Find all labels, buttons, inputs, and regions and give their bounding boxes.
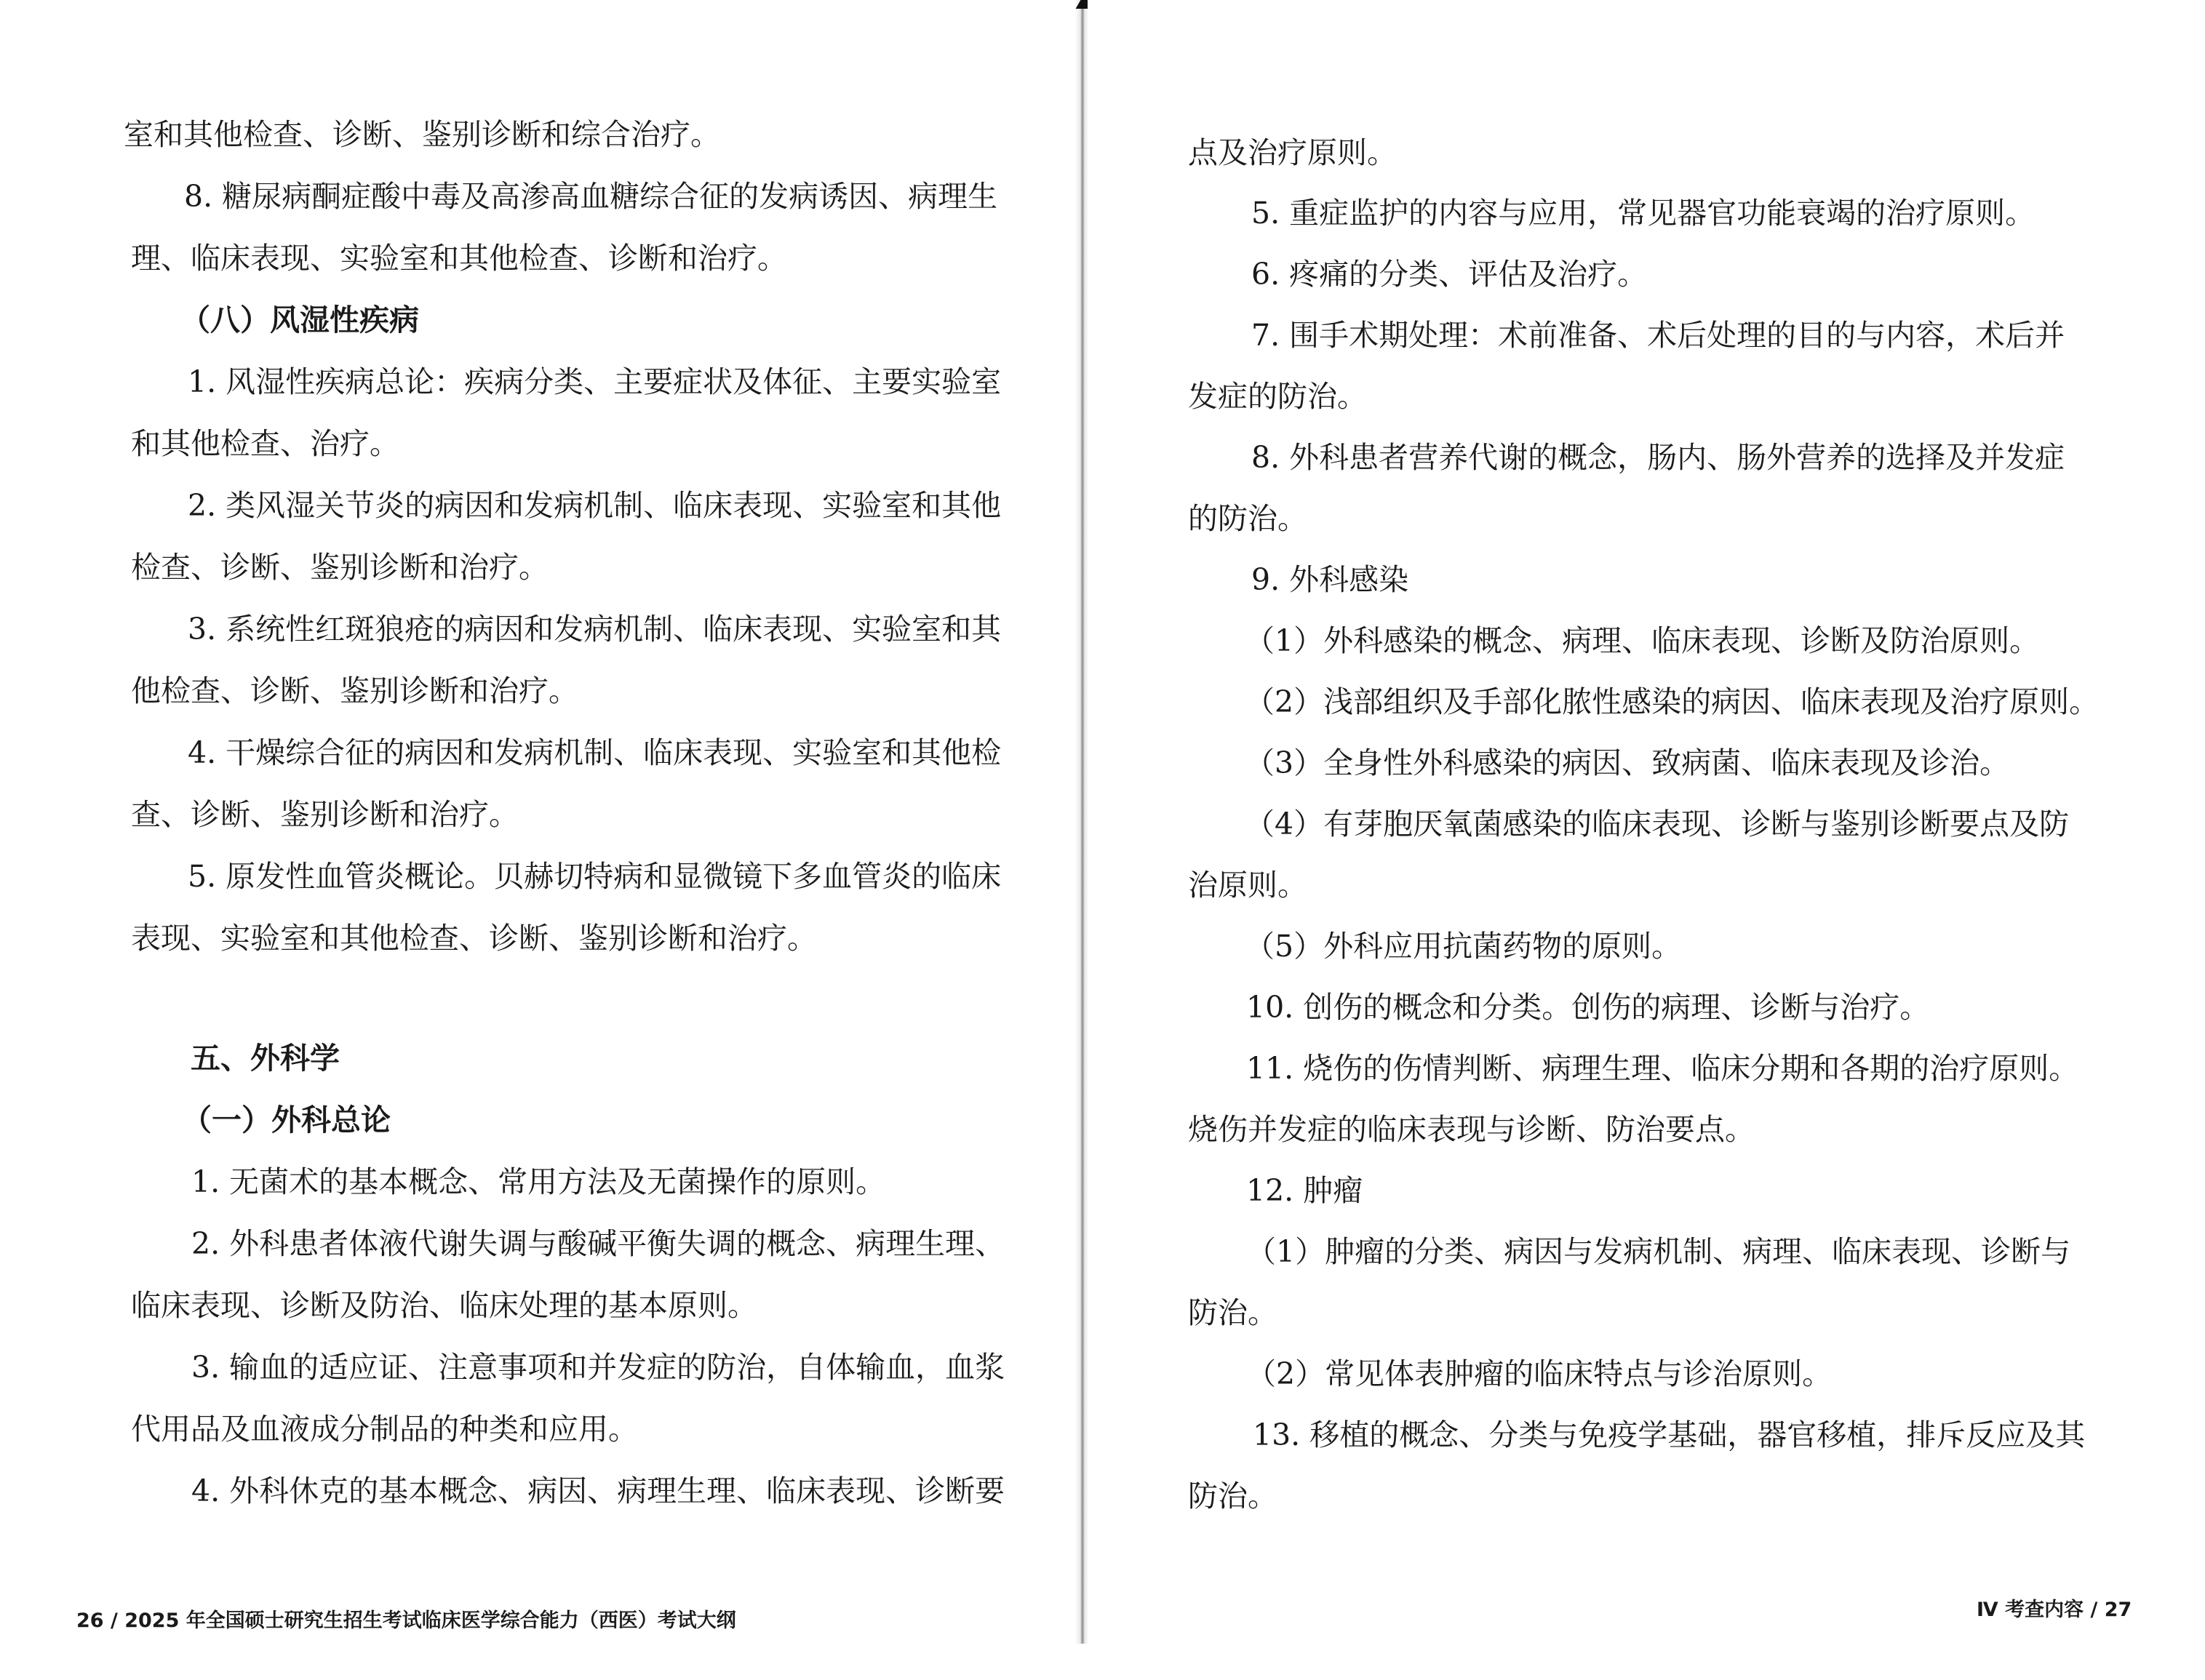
body-line: 8. 外科患者营养代谢的概念，肠内、肠外营养的选择及并发症 (1251, 440, 2065, 475)
body-line: 3. 输血的适应证、注意事项和并发症的防治，自体输血，血浆 (191, 1350, 1005, 1385)
body-line: 5. 重症监护的内容与应用，常见器官功能衰竭的治疗原则。 (1251, 196, 2035, 231)
body-line: 8. 糖尿病酮症酸中毒及高渗高血糖综合征的发病诱因、病理生 (184, 179, 998, 214)
left-page (0, 0, 1077, 1680)
body-line: 防治。 (1188, 1479, 1277, 1513)
body-line: （1）外科感染的概念、病理、临床表现、诊断及防治原则。 (1245, 623, 2040, 658)
body-line: 4. 外科休克的基本概念、病因、病理生理、临床表现、诊断要 (191, 1473, 1005, 1508)
body-line: （5）外科应用抗菌药物的原则。 (1245, 929, 1682, 964)
body-line: （2）常见体表肿瘤的临床特点与诊治原则。 (1246, 1356, 1833, 1391)
body-line: 理、临床表现、实验室和其他检查、诊断和治疗。 (131, 241, 787, 276)
body-line: 7. 围手术期处理：术前准备、术后处理的目的与内容，术后并 (1251, 318, 2065, 353)
body-line: 9. 外科感染 (1251, 562, 1409, 597)
body-line: 烧伤并发症的临床表现与诊断、防治要点。 (1188, 1112, 1755, 1147)
body-line: 发症的防治。 (1188, 379, 1367, 414)
body-line: 防治。 (1188, 1295, 1277, 1330)
body-line: 他检查、诊断、鉴别诊断和治疗。 (131, 673, 578, 708)
body-line: 10. 创伤的概念和分类。创伤的病理、诊断与治疗。 (1246, 990, 1930, 1025)
body-line: 12. 肿瘤 (1246, 1173, 1363, 1208)
body-line: 11. 烧伤的伤情判断、病理生理、临床分期和各期的治疗原则。 (1246, 1051, 2079, 1086)
body-line: 治原则。 (1188, 868, 1307, 903)
body-line: （2）浅部组织及手部化脓性感染的病因、临床表现及治疗原则。 (1245, 684, 2100, 719)
subsection-heading: （八）风湿性疾病 (180, 303, 419, 337)
page-footer: Ⅳ 考查内容 / 27 (1977, 1599, 2132, 1621)
right-page (1088, 0, 2205, 1680)
body-line: 2. 外科患者体液代谢失调与酸碱平衡失调的概念、病理生理、 (191, 1226, 1005, 1261)
body-line: 和其他检查、治疗。 (131, 426, 399, 461)
body-line: 1. 无菌术的基本概念、常用方法及无菌操作的原则。 (191, 1164, 886, 1199)
page-footer: 26 / 2025 年全国硕士研究生招生考试临床医学综合能力（西医）考试大纲 (76, 1609, 736, 1632)
body-line: 3. 系统性红斑狼疮的病因和发病机制、临床表现、实验室和其 (188, 612, 1002, 647)
body-line: 临床表现、诊断及防治、临床处理的基本原则。 (131, 1288, 757, 1323)
body-line: 5. 原发性血管炎概论。贝赫切特病和显微镜下多血管炎的临床 (188, 859, 1002, 894)
body-line: 2. 类风湿关节炎的病因和发病机制、临床表现、实验室和其他 (188, 488, 1002, 523)
body-line: （3）全身性外科感染的病因、致病菌、临床表现及诊治。 (1245, 745, 2010, 780)
body-line: 表现、实验室和其他检查、诊断、鉴别诊断和治疗。 (131, 921, 817, 956)
section-heading: 五、外科学 (191, 1041, 340, 1076)
body-line: 检查、诊断、鉴别诊断和治疗。 (131, 550, 549, 585)
body-line: （4）有芽胞厌氧菌感染的临床表现、诊断与鉴别诊断要点及防 (1245, 807, 2070, 841)
body-line: 查、诊断、鉴别诊断和治疗。 (131, 797, 519, 832)
body-line: 室和其他检查、诊断、鉴别诊断和综合治疗。 (124, 117, 720, 152)
body-line: 代用品及血液成分制品的种类和应用。 (131, 1412, 638, 1447)
body-line: 4. 干燥综合征的病因和发病机制、临床表现、实验室和其他检 (188, 735, 1002, 770)
body-line: 的防治。 (1188, 501, 1307, 536)
subsection-heading: （一）外科总论 (182, 1103, 391, 1137)
body-line: 6. 疼痛的分类、评估及治疗。 (1251, 257, 1648, 292)
body-line: 13. 移植的概念、分类与免疫学基础，器官移植，排斥反应及其 (1253, 1417, 2086, 1452)
body-line: 1. 风湿性疾病总论：疾病分类、主要症状及体征、主要实验室 (188, 364, 1002, 399)
body-line: （1）肿瘤的分类、病因与发病机制、病理、临床表现、诊断与 (1246, 1234, 2071, 1269)
body-line: 点及治疗原则。 (1188, 135, 1397, 170)
